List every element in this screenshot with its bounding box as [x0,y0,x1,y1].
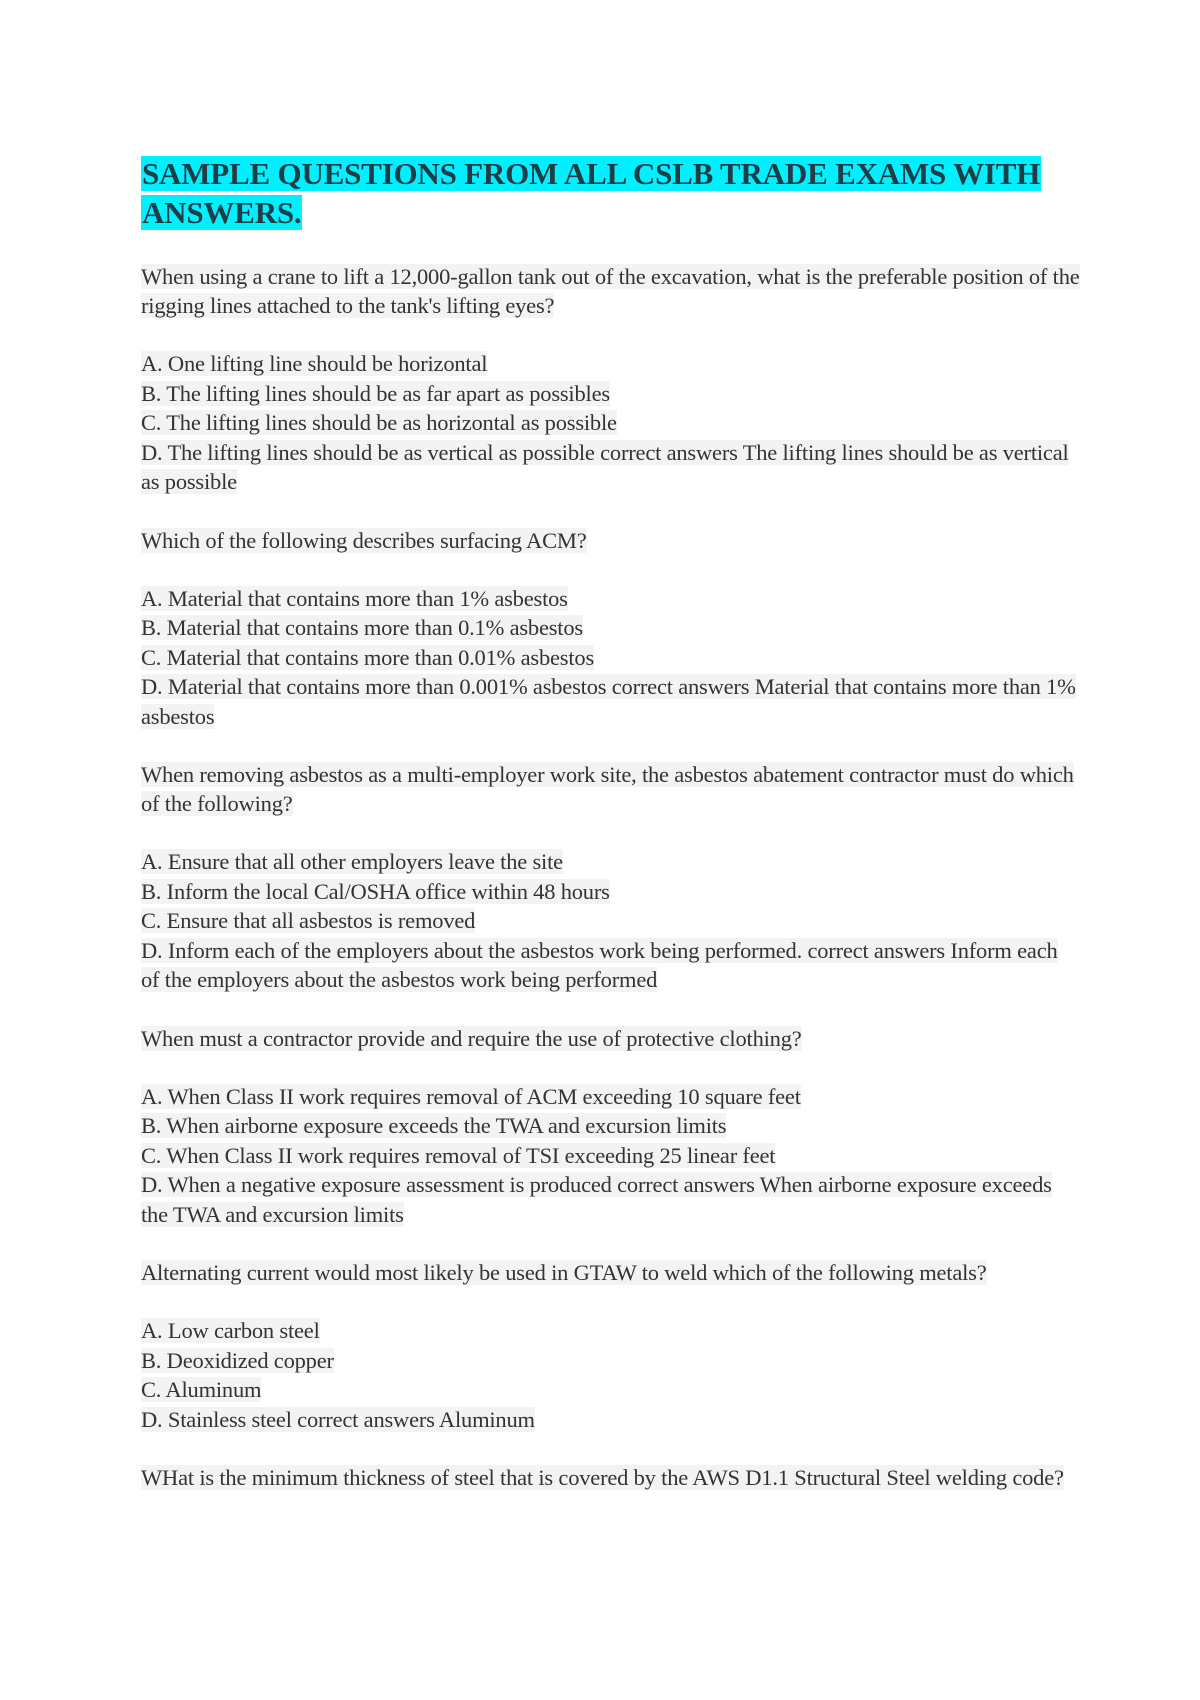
question-4 [141,1024,1080,1230]
question-5 [141,1258,1080,1434]
answer-option-text: C. Ensure that all asbestos is removed [141,908,476,933]
question-text [141,262,1080,320]
answer-option-text: B. When airborne exposure exceeds the TWA and excursion limits [141,1113,727,1138]
question-3 [141,760,1080,995]
answer-option-text: A. When Class II work requires removal of ACM exceeding 10 square feet [141,1083,801,1109]
question-text [141,1258,1080,1287]
answer-option [141,1170,1080,1229]
question-text-content: When removing asbestos as a multi-employer work site, the asbestos abatement contractor must do which of the following? [141,762,1074,816]
document-title-text: SAMPLE QUESTIONS FROM ALL CSLB TRADE EXAMS WITH ANSWERS. [142,156,1041,230]
answer-option-text: C. Material that contains more than 0.01% asbestos [141,644,595,670]
answer-option [141,936,1080,995]
answer-option-text: B. Inform the local Cal/OSHA office within 48 hours [141,878,610,904]
document-title [141,154,1080,232]
answer-option-text: C. When Class II work requires removal of TSI exceeding 25 linear feet [141,1142,776,1168]
question-2 [141,526,1080,732]
question-text-content: When using a crane to lift a 12,000-gallon tank out of the excavation, what is the preferable position of the rigging lines attached to the tank's lifting eyes? [141,264,1080,318]
answer-option [141,438,1080,497]
answer-option [141,1346,1080,1376]
question-6 [141,1463,1080,1492]
answer-options [141,349,1080,497]
answer-option-text: C. The lifting lines should be as horizontal as possible [141,410,617,435]
answer-option-text: B. Material that contains more than 0.1% asbestos [141,615,583,640]
answer-option-text: D. Material that contains more than 0.001% asbestos correct answers Material that contains more than 1% asbestos [141,674,1076,729]
answer-option-text: D. Stainless steel correct answers Aluminum [141,1406,535,1432]
answer-option [141,349,1080,379]
answer-option [141,643,1080,673]
answer-option-text: D. The lifting lines should be as vertical as possible correct answers The lifting lines should be as vertical as possible [141,439,1069,494]
question-1 [141,262,1080,497]
question-text [141,1463,1080,1492]
question-text [141,526,1080,555]
answer-option-text: B. The lifting lines should be as far apart as possibles [141,380,610,406]
answer-options [141,1316,1080,1434]
answer-option-text: B. Deoxidized copper [141,1347,334,1373]
answer-option-text: A. One lifting line should be horizontal [141,351,488,376]
question-text-content: WHat is the minimum thickness of steel that is covered by the AWS D1.1 Structural Steel welding code? [141,1465,1064,1490]
answer-option [141,408,1080,438]
answer-option [141,1316,1080,1346]
answer-option [141,877,1080,907]
answer-option-text: A. Ensure that all other employers leave the site [141,849,563,874]
question-text-content: When must a contractor provide and require the use of protective clothing? [141,1025,802,1051]
answer-option [141,847,1080,877]
answer-option [141,584,1080,614]
answer-option-text: A. Low carbon steel [141,1318,320,1343]
answer-option [141,1141,1080,1171]
answer-option [141,1082,1080,1112]
question-text-content: Alternating current would most likely be used in GTAW to weld which of the following metals? [141,1260,987,1285]
answer-options [141,584,1080,732]
question-text [141,760,1080,818]
answer-option-text: D. When a negative exposure assessment is produced correct answers When airborne exposure exceeds the TWA and excursion limits [141,1172,1052,1227]
answer-options [141,847,1080,995]
answer-option-text: D. Inform each of the employers about the asbestos work being performed. correct answers Inform each of the employers about the asbestos work being performed [141,937,1058,992]
answer-option-text: C. Aluminum [141,1377,262,1402]
answer-option-text: A. Material that contains more than 1% asbestos [141,585,568,611]
answer-option [141,613,1080,643]
answer-option [141,672,1080,731]
answer-option [141,379,1080,409]
answer-option [141,1111,1080,1141]
answer-option [141,906,1080,936]
answer-option [141,1375,1080,1405]
question-text [141,1024,1080,1053]
answer-option [141,1405,1080,1435]
question-text-content: Which of the following describes surfacing ACM? [141,527,587,553]
answer-options [141,1082,1080,1230]
